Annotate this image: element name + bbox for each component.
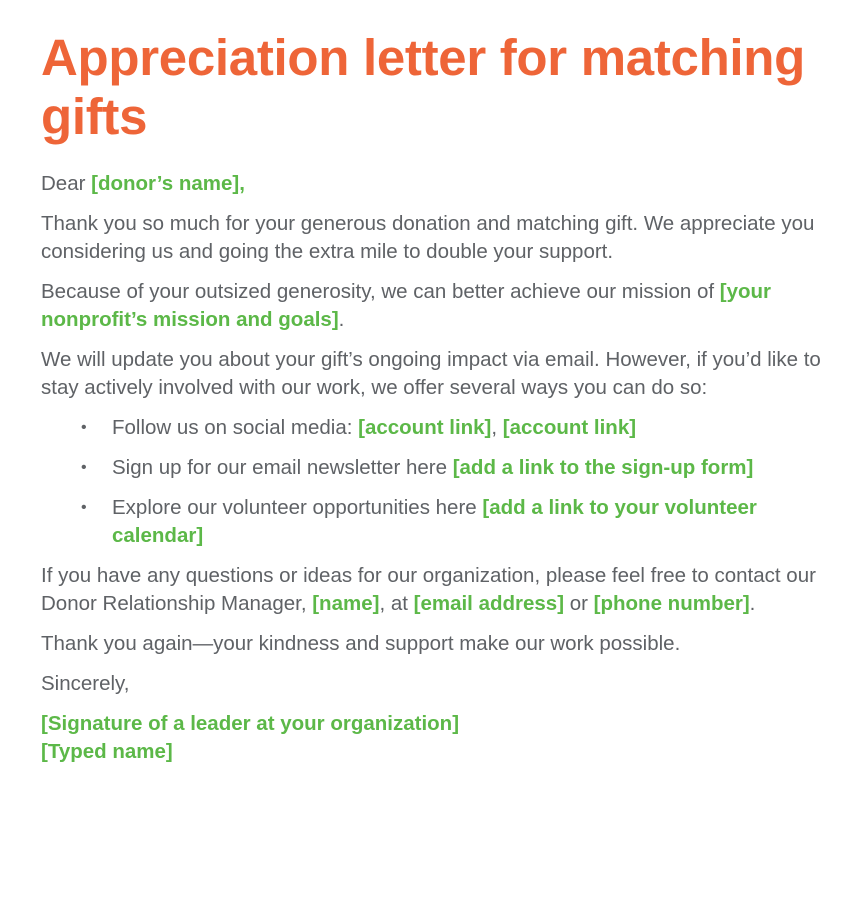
donor-name-placeholder: [donor’s name], <box>91 172 245 195</box>
manager-name-placeholder: [name] <box>312 592 380 615</box>
phone-placeholder: [phone number] <box>593 592 750 615</box>
mission-paragraph <box>41 278 821 334</box>
bullet-icon: • <box>81 459 87 476</box>
signup-link-placeholder: [add a link to the sign-up form] <box>452 456 754 479</box>
typed-name-placeholder: [Typed name] <box>41 740 173 763</box>
way-text: Follow us on social media: <box>112 416 359 439</box>
list-item <box>41 494 792 550</box>
way-text: Sign up for our email newsletter here <box>112 456 453 479</box>
mission-placeholder: [your nonprofit’s mission and goals] <box>41 280 772 331</box>
email-placeholder: [email address] <box>413 592 565 615</box>
letter-template <box>41 28 821 766</box>
contact-mid-1: , at <box>379 592 414 615</box>
way-text: Explore our volunteer opportunities here <box>112 496 483 519</box>
mission-prefix: Because of your outsized generosity, we can better achieve our mission of <box>41 280 720 303</box>
contact-suffix: . <box>749 592 756 615</box>
page-title: Appreciation letter for matching gifts <box>41 29 805 145</box>
account-link-placeholder: [account link] <box>358 416 492 439</box>
bullet-icon: • <box>81 499 87 516</box>
contact-paragraph <box>41 562 821 618</box>
greeting-line <box>41 170 821 198</box>
bullet-icon: • <box>81 419 87 436</box>
closing-line: Thank you again—your kindness and support make our work possible. <box>41 632 681 655</box>
contact-mid-2: or <box>564 592 594 615</box>
signature-placeholder: [Signature of a leader at your organization] <box>41 712 460 735</box>
contact-prefix: If you have any questions or ideas for our organization, please feel free to contact our Donor Relationship Manager, <box>41 564 816 615</box>
thank-you-paragraph: Thank you so much for your generous donation and matching gift. We appreciate you considering us and going the extra mile to double your support. <box>41 212 815 263</box>
greeting-prefix: Dear <box>41 172 92 195</box>
mission-suffix: . <box>338 308 345 331</box>
separator: , <box>491 416 503 439</box>
list-item <box>41 414 792 442</box>
involvement-ways-list <box>41 414 821 550</box>
list-item <box>41 454 792 482</box>
sign-off: Sincerely, <box>41 672 130 695</box>
involvement-paragraph: We will update you about your gift’s ongoing impact via email. However, if you’d like to stay actively involved with our work, we offer several ways you can do so: <box>41 348 821 399</box>
account-link-placeholder: [account link] <box>502 416 637 439</box>
volunteer-calendar-placeholder: [add a link to your volunteer calendar] <box>112 496 757 547</box>
